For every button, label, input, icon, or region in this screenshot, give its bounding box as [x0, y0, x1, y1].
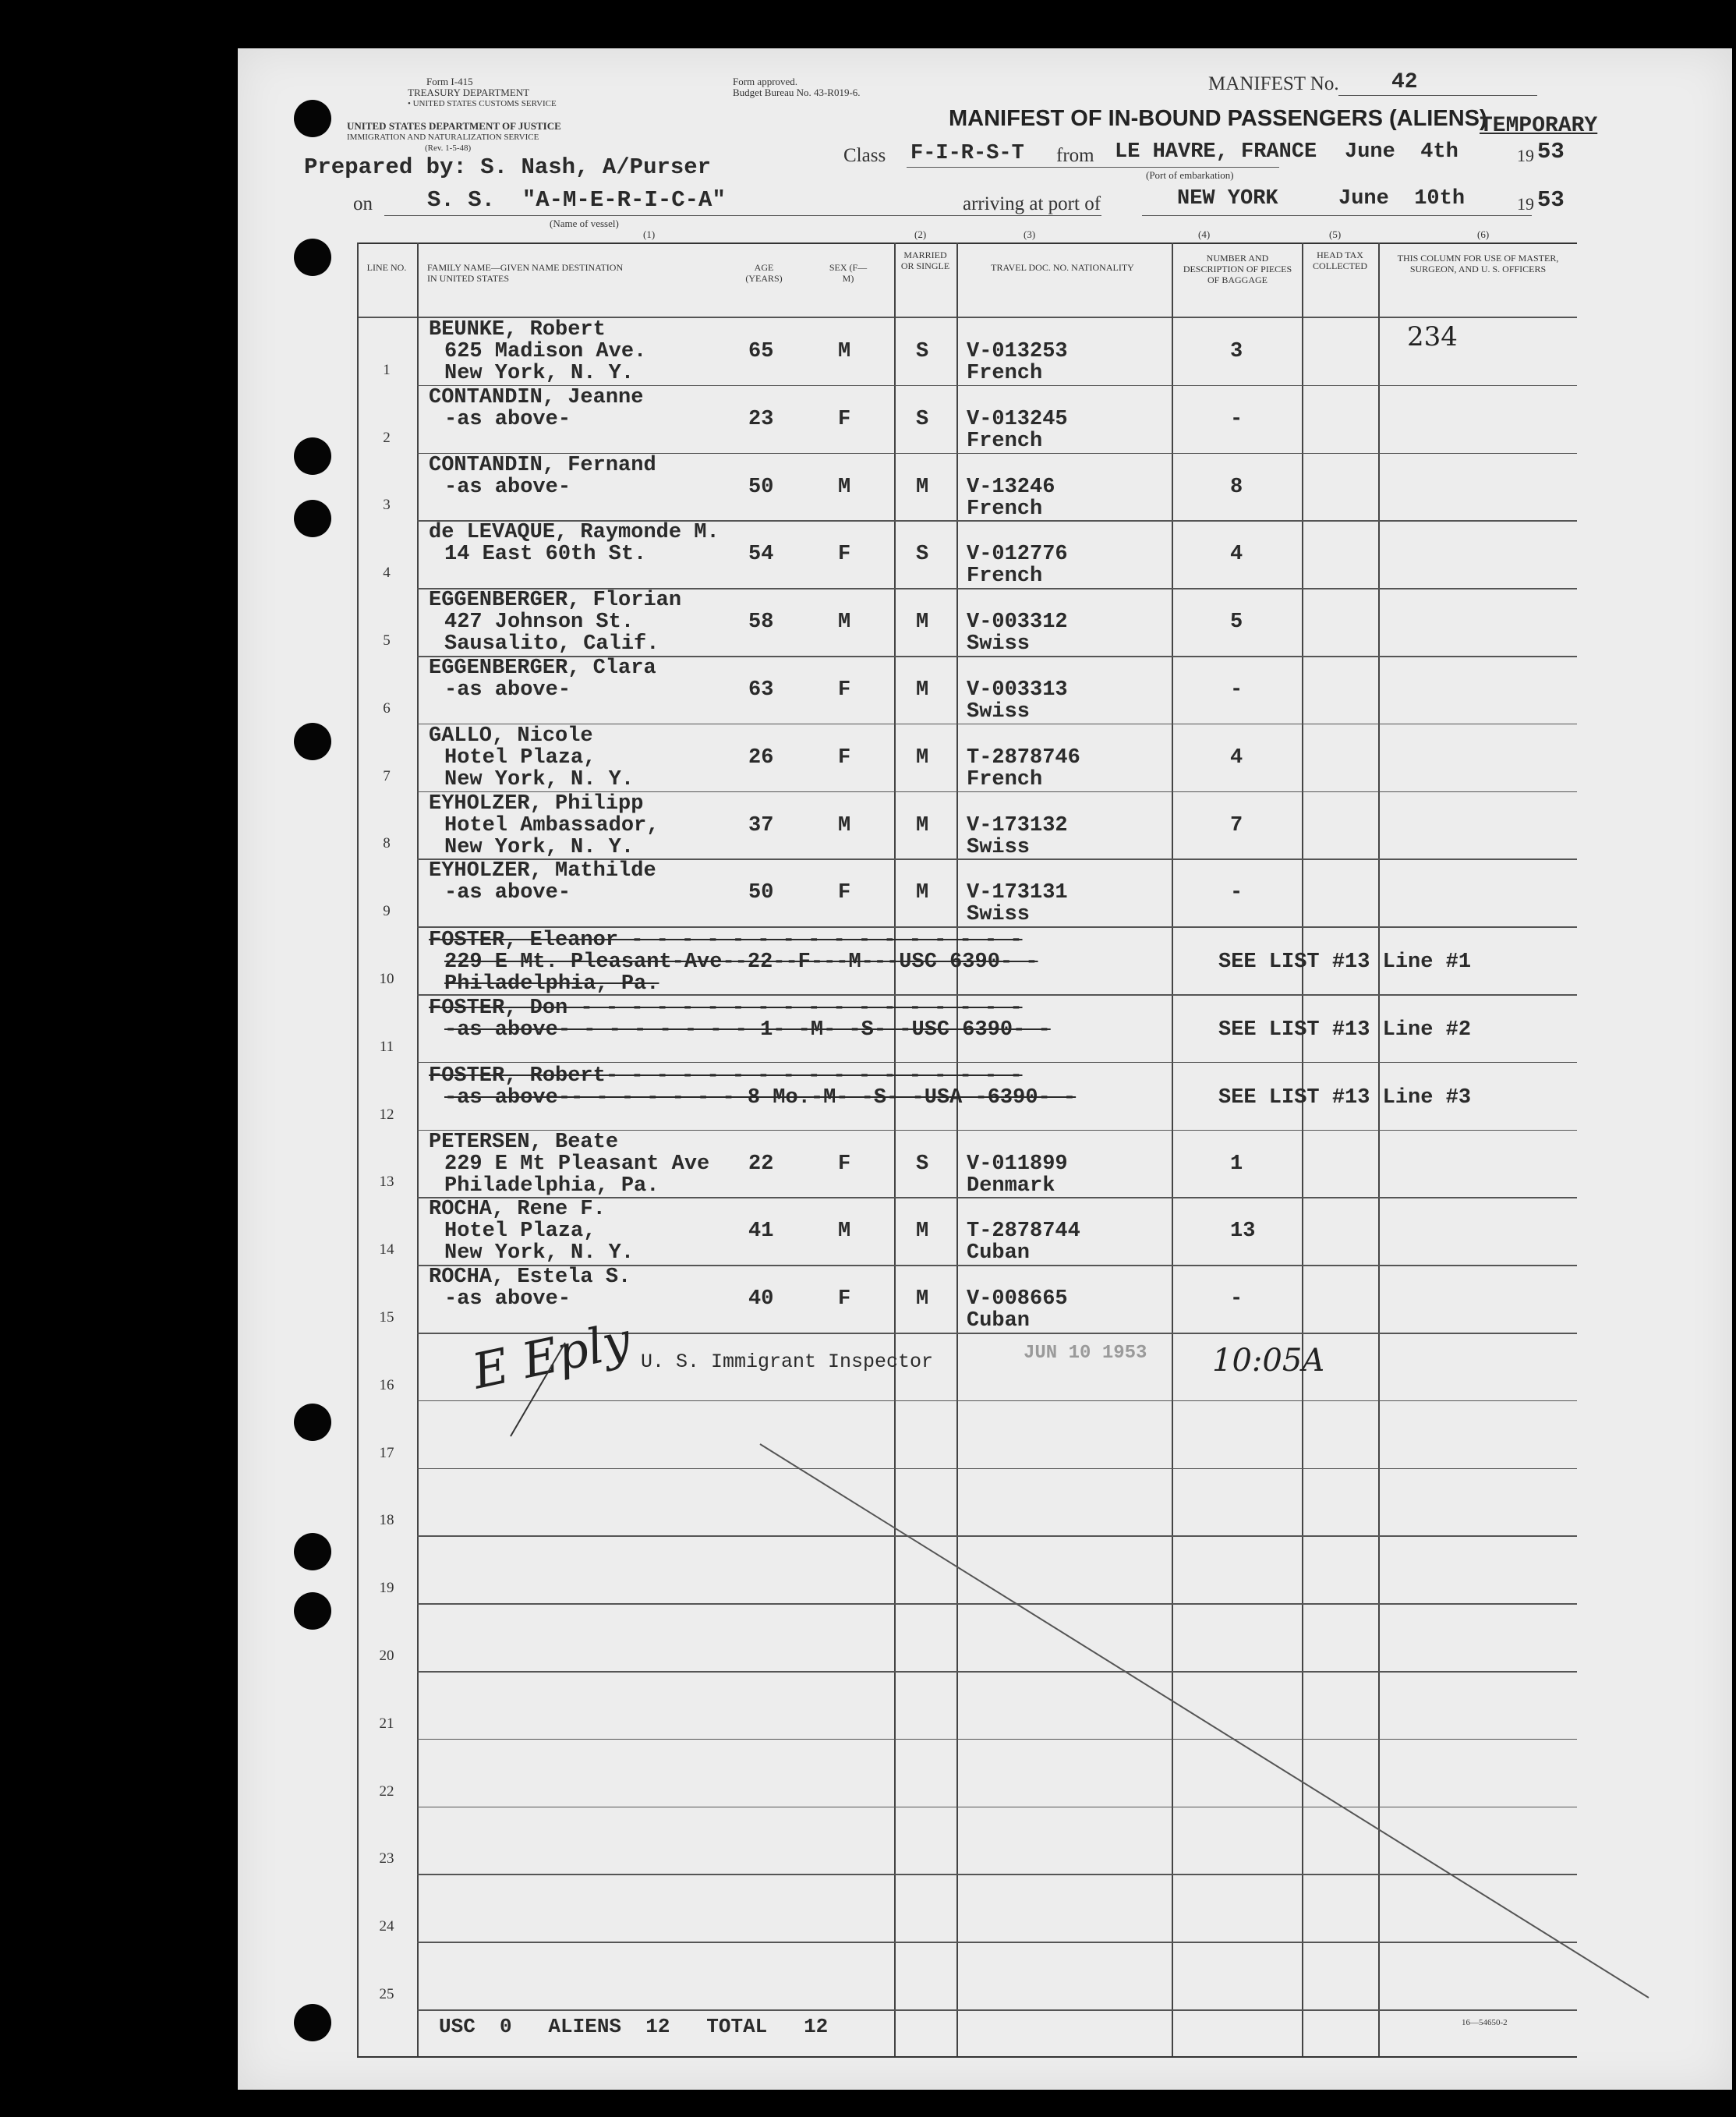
- line-number: 24: [379, 1918, 394, 1935]
- header-line-no: LINE NO.: [366, 262, 407, 273]
- passenger-nationality: Cuban: [967, 1241, 1031, 1266]
- arrival-year: 53: [1537, 187, 1565, 213]
- passenger-address: -as above-: [444, 475, 571, 499]
- col-num-1: (1): [643, 228, 656, 240]
- travel-doc-number: V-013245: [967, 407, 1068, 431]
- travel-doc-number: V-008665: [967, 1287, 1068, 1312]
- passenger-address: Hotel Plaza,: [444, 1220, 596, 1244]
- line-number: 13: [379, 1174, 394, 1191]
- dept-treasury: TREASURY DEPARTMENT: [408, 87, 530, 98]
- stamp-date: JUN 10 1953: [1024, 1343, 1147, 1364]
- baggage-count: 5: [1230, 611, 1243, 635]
- form-number: Form I-415: [426, 76, 473, 87]
- passenger-nationality: Swiss: [967, 835, 1031, 859]
- prepared-by: Prepared by: S. Nash, A/Purser: [304, 154, 712, 180]
- line-number: 21: [379, 1715, 394, 1732]
- passenger-name: GALLO, Nicole: [429, 724, 593, 748]
- revision: (Rev. 1-5-48): [425, 143, 472, 153]
- passenger-age: 40: [748, 1287, 774, 1312]
- baggage-count: 4: [1230, 543, 1243, 567]
- temporary-mark: TEMPORARY: [1480, 114, 1598, 138]
- passenger-name: EGGENBERGER, Clara: [429, 657, 656, 680]
- passenger-nationality: Denmark: [967, 1174, 1055, 1198]
- line-number: 2: [383, 429, 391, 446]
- passenger-nationality: Swiss: [967, 632, 1031, 657]
- see-list-reference: SEE LIST #13 Line #1: [1218, 951, 1472, 975]
- travel-doc-number: V-003313: [967, 678, 1068, 702]
- line-number: 20: [379, 1648, 394, 1664]
- travel-doc-number: V-011899: [967, 1152, 1068, 1176]
- passenger-marital-status: M: [916, 475, 929, 499]
- baggage-count: -: [1230, 1287, 1243, 1312]
- passenger-nationality: Swiss: [967, 903, 1031, 927]
- see-list-reference: SEE LIST #13 Line #3: [1218, 1085, 1472, 1110]
- inspector-label: U. S. Immigrant Inspector: [641, 1351, 934, 1373]
- departure-year: 53: [1537, 139, 1565, 165]
- print-code: 16—54650-2: [1462, 2018, 1508, 2027]
- passenger-address-line2: New York, N. Y.: [444, 767, 635, 791]
- dept-customs: • UNITED STATES CUSTOMS SERVICE: [408, 99, 557, 108]
- passenger-marital-status: M: [916, 745, 929, 770]
- punch-hole: [294, 723, 331, 760]
- col-num-3: (3): [1024, 228, 1036, 240]
- line-number: 5: [383, 632, 391, 649]
- line-number: 15: [379, 1309, 394, 1326]
- header-officers: THIS COLUMN FOR USE OF MASTER, SURGEON, AND U. S. OFFICERS: [1397, 253, 1559, 274]
- struck-passenger-name: FOSTER, Robert- - - - - - - - - - - - - - - - -: [429, 1064, 1023, 1088]
- port-embarkation-caption: (Port of embarkation): [1146, 169, 1234, 181]
- header-married: MARRIED OR SINGLE: [900, 250, 950, 271]
- struck-passenger-name: FOSTER, Eleanor - - - - - - - - - - - - - - - -: [429, 929, 1023, 953]
- passenger-address-line2: New York, N. Y.: [444, 1241, 635, 1266]
- passenger-address-line2: Sausalito, Calif.: [444, 632, 659, 657]
- passenger-sex: F: [838, 407, 851, 431]
- passenger-sex: F: [838, 1152, 851, 1176]
- travel-doc-number: V-013253: [967, 340, 1068, 363]
- passenger-name: EYHOLZER, Philipp: [429, 791, 644, 816]
- see-list-reference: SEE LIST #13 Line #2: [1218, 1018, 1472, 1042]
- line-number: 19: [379, 1580, 394, 1597]
- passenger-sex: M: [838, 475, 851, 499]
- line-number: 4: [383, 565, 391, 582]
- punch-hole: [294, 1404, 331, 1441]
- passenger-sex: F: [838, 543, 851, 567]
- passenger-address: 427 Johnson St.: [444, 611, 635, 635]
- baggage-count: -: [1230, 407, 1243, 431]
- passenger-name: de LEVAQUE, Raymonde M.: [429, 521, 720, 545]
- manifest-title: MANIFEST OF IN-BOUND PASSENGERS (ALIENS): [949, 106, 1487, 131]
- passenger-name: EYHOLZER, Mathilde: [429, 859, 656, 883]
- struck-passenger-details: -as above- - - - - - - - 1- -M- -S- -USC 6390- -: [444, 1018, 1051, 1042]
- manifest-page: [238, 48, 1732, 2090]
- line-number: 10: [379, 971, 394, 987]
- line-number: 1: [383, 361, 391, 378]
- passenger-age: 26: [748, 745, 774, 770]
- passenger-marital-status: S: [916, 340, 929, 363]
- class-value: F-I-R-S-T: [910, 142, 1024, 165]
- punch-hole: [294, 100, 331, 137]
- header-baggage: NUMBER AND DESCRIPTION OF PIECES OF BAGGAGE: [1183, 253, 1292, 285]
- travel-doc-number: V-173131: [967, 881, 1068, 905]
- passenger-address: -as above-: [444, 678, 571, 702]
- passenger-address: 625 Madison Ave.: [444, 340, 647, 363]
- passenger-address: 14 East 60th St.: [444, 543, 647, 567]
- passenger-age: 22: [748, 1152, 774, 1176]
- passenger-sex: F: [838, 678, 851, 702]
- line-number: 25: [379, 1986, 394, 2002]
- officer-note: 234: [1407, 321, 1458, 352]
- passenger-sex: F: [838, 881, 851, 905]
- passenger-marital-status: M: [916, 1287, 929, 1312]
- struck-passenger-details: -as above-- - - - - - - 8 Mo.-M- -S- -USA -6390- -: [444, 1085, 1077, 1110]
- travel-doc-number: T-2878746: [967, 745, 1080, 770]
- passenger-address: -as above-: [444, 881, 571, 905]
- line-number: 3: [383, 497, 391, 514]
- manifest-number: 42: [1391, 70, 1418, 94]
- passenger-nationality: French: [967, 565, 1043, 589]
- line-number: 23: [379, 1850, 394, 1867]
- passenger-age: 54: [748, 543, 774, 567]
- passenger-nationality: French: [967, 362, 1043, 385]
- passenger-nationality: French: [967, 767, 1043, 791]
- travel-doc-number: T-2878744: [967, 1220, 1080, 1244]
- passenger-sex: M: [838, 813, 851, 837]
- baggage-count: 4: [1230, 745, 1243, 770]
- passenger-sex: F: [838, 745, 851, 770]
- passenger-marital-status: M: [916, 881, 929, 905]
- passenger-nationality: French: [967, 497, 1043, 521]
- passenger-age: 50: [748, 881, 774, 905]
- passenger-address: Hotel Ambassador,: [444, 813, 659, 837]
- line-number: 12: [379, 1106, 394, 1123]
- baggage-count: 7: [1230, 813, 1243, 837]
- passenger-nationality: Swiss: [967, 700, 1031, 724]
- passenger-name: CONTANDIN, Fernand: [429, 453, 656, 477]
- line-number: 22: [379, 1782, 394, 1800]
- vessel-name: S. S. "A-M-E-R-I-C-A": [427, 187, 726, 213]
- baggage-count: 8: [1230, 475, 1243, 499]
- passenger-address: Hotel Plaza,: [444, 745, 596, 770]
- punch-hole: [294, 1533, 331, 1570]
- passenger-address-line2: New York, N. Y.: [444, 835, 635, 859]
- passenger-address-line2: New York, N. Y.: [444, 362, 635, 385]
- vessel-caption: (Name of vessel): [550, 218, 619, 229]
- passenger-sex: M: [838, 611, 851, 635]
- arriving-label: arriving at port of: [963, 193, 1101, 214]
- header-sex: SEX (F—M): [829, 262, 868, 284]
- passenger-name: BEUNKE, Robert: [429, 318, 606, 342]
- baggage-count: 3: [1230, 340, 1243, 363]
- passenger-sex: M: [838, 1220, 851, 1244]
- dept-justice: UNITED STATES DEPARTMENT OF JUSTICE: [347, 120, 561, 132]
- line-number: 6: [383, 699, 391, 717]
- from-label: from: [1056, 145, 1094, 166]
- punch-hole: [294, 1592, 331, 1630]
- passenger-age: 37: [748, 813, 774, 837]
- inspector-signature: E Eply: [467, 1311, 636, 1400]
- col-num-6: (6): [1477, 228, 1490, 240]
- arrival-year-prefix: 19: [1517, 194, 1534, 214]
- passenger-age: 65: [748, 340, 774, 363]
- baggage-count: 1: [1230, 1152, 1243, 1176]
- punch-hole: [294, 239, 331, 276]
- passenger-marital-status: S: [916, 1152, 929, 1176]
- punch-hole: [294, 2004, 331, 2041]
- baggage-count: 13: [1230, 1220, 1256, 1244]
- struck-passenger-details: 229 E Mt. Pleasant-Ave--22--F---M---USC 6390- -: [444, 951, 1038, 975]
- line-number: 18: [379, 1512, 394, 1529]
- port-embarkation: LE HAVRE, FRANCE: [1115, 140, 1317, 164]
- passenger-age: 23: [748, 407, 774, 431]
- header-head-tax: HEAD TAX COLLECTED: [1313, 250, 1367, 271]
- passenger-name: ROCHA, Estela S.: [429, 1266, 631, 1290]
- baggage-count: -: [1230, 678, 1243, 702]
- passenger-age: 41: [748, 1220, 774, 1244]
- manifest-no-label: MANIFEST No.: [1208, 73, 1339, 94]
- form-approved: Form approved.: [733, 76, 798, 87]
- passenger-name: EGGENBERGER, Florian: [429, 589, 682, 613]
- travel-doc-number: V-13246: [967, 475, 1055, 499]
- passenger-name: CONTANDIN, Jeanne: [429, 385, 644, 409]
- passenger-address-line2: Philadelphia, Pa.: [444, 1174, 659, 1198]
- punch-hole: [294, 437, 331, 475]
- arrival-port: NEW YORK: [1177, 187, 1278, 211]
- passenger-address: 229 E Mt Pleasant Ave: [444, 1152, 710, 1176]
- passenger-marital-status: M: [916, 611, 929, 635]
- passenger-marital-status: M: [916, 813, 929, 837]
- baggage-count: -: [1230, 881, 1243, 905]
- stamp-time: 10:05A: [1212, 1343, 1325, 1379]
- passenger-nationality: French: [967, 429, 1043, 453]
- header-name: FAMILY NAME—GIVEN NAME DESTINATION IN UNITED STATES: [427, 262, 624, 284]
- header-age: AGE (YEARS): [745, 262, 783, 284]
- passenger-marital-status: S: [916, 407, 929, 431]
- line-number: 11: [379, 1038, 394, 1055]
- passenger-sex: F: [838, 1287, 851, 1312]
- passenger-sex: M: [838, 340, 851, 363]
- departure-year-prefix: 19: [1517, 146, 1534, 165]
- passenger-marital-status: M: [916, 1220, 929, 1244]
- passenger-address: -as above-: [444, 1287, 571, 1312]
- departure-date: June 4th: [1345, 140, 1458, 164]
- passenger-address: -as above-: [444, 407, 571, 431]
- line-number: 7: [383, 767, 391, 784]
- passenger-name: PETERSEN, Beate: [429, 1130, 619, 1154]
- travel-doc-number: V-003312: [967, 611, 1068, 635]
- line-number: 14: [379, 1241, 394, 1259]
- line-number: 9: [383, 903, 391, 920]
- on-label: on: [353, 193, 373, 214]
- travel-doc-number: V-173132: [967, 813, 1068, 837]
- col-num-4: (4): [1198, 228, 1211, 240]
- travel-doc-number: V-012776: [967, 543, 1068, 567]
- header-travel-doc: TRAVEL DOC. NO. NATIONALITY: [991, 262, 1134, 273]
- passenger-nationality: Cuban: [967, 1309, 1031, 1333]
- passenger-marital-status: M: [916, 678, 929, 702]
- passenger-age: 50: [748, 475, 774, 499]
- arrival-date: June 10th: [1338, 187, 1466, 211]
- passenger-age: 58: [748, 611, 774, 635]
- line-number: 8: [383, 835, 391, 852]
- dept-ins: IMMIGRATION AND NATURALIZATION SERVICE: [347, 133, 539, 142]
- class-label: Class: [843, 145, 886, 166]
- budget-bureau: Budget Bureau No. 43-R019-6.: [733, 87, 861, 98]
- line-number: 16: [379, 1376, 394, 1393]
- struck-passenger-address: Philadelphia, Pa.: [444, 972, 659, 997]
- col-num-2: (2): [914, 228, 927, 240]
- punch-hole: [294, 500, 331, 537]
- line-number: 17: [379, 1444, 394, 1461]
- passenger-age: 63: [748, 678, 774, 702]
- passenger-marital-status: S: [916, 543, 929, 567]
- col-num-5: (5): [1329, 228, 1342, 240]
- struck-passenger-name: FOSTER, Don - - - - - - - - - - - - - - - - - -: [429, 997, 1023, 1020]
- passenger-name: ROCHA, Rene F.: [429, 1198, 606, 1222]
- cancel-diagonal-line: [238, 48, 1732, 2090]
- totals-line: USC 0 ALIENS 12 TOTAL 12: [439, 2015, 829, 2038]
